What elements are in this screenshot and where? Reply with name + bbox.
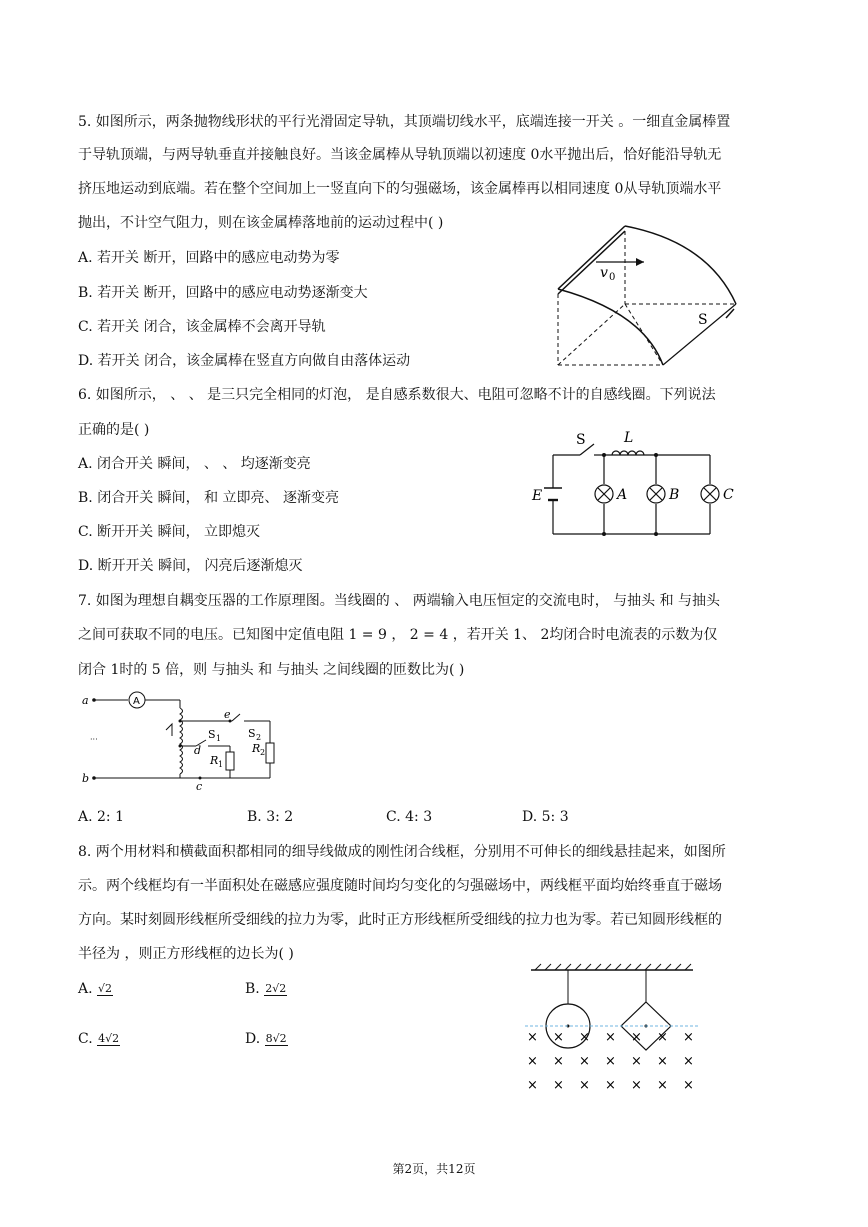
q5-velocity-subscript: 0 [609,272,616,283]
q5-velocity-label: v [600,265,608,281]
q8-option-a [78,980,113,998]
q5-option-a: A. 若开关 断开，回路中的感应电动势为零 [78,250,340,266]
q6-stem-line-2: 正确的是( ) [78,422,150,438]
q5-option-d: D. 若开关 闭合，该金属棒在竖直方向做自由落体运动 [78,353,411,369]
q7-stem-line-3: 闭合 1时的 5 倍，则 与抽头 和 与抽头 之间线圈的匝数比为( ) [78,662,465,678]
magnetic-field-cross-0-2: × [579,1030,590,1045]
magnetic-field-cross-0-4: × [631,1030,642,1045]
q7-ammeter-label: A [133,696,140,707]
magnetic-field-cross-1-0: × [527,1054,538,1069]
magnetic-field-cross-0-0: × [527,1030,538,1045]
q8-stem-line-1: 8. 两个用材料和横截面积都相同的细导线做成的刚性闭合线框，分别用不可伸长的细线悬挂起来，如图所 [78,844,726,860]
q8-option-a-label: A. [78,981,93,997]
q7-terminal-b: b [82,772,90,785]
q7-tap-d: d [194,744,202,757]
magnetic-field-cross-1-1: × [553,1054,564,1069]
magnetic-field-cross-0-3: × [605,1030,616,1045]
q8-option-d-label: D. [245,1031,261,1047]
q7-stem-line-1: 7. 如图为理想自耦变压器的工作原理图。当线圈的 、 两端输入电压恒定的交流电时， 与抽头 和 与抽头 [78,593,721,609]
magnetic-field-cross-1-5: × [657,1054,668,1069]
q7-resistor-r1-sub: 1 [218,760,224,769]
q7-stem-line-2: 之间可获取不同的电压。已知图中定值电阻 1 = 9 ， 2 = 4 ，若开关 1、 2均闭合时电流表的示数为仅 [78,627,718,643]
q7-switch-s1-sub: 1 [216,734,222,743]
q5-option-c: C. 若开关 闭合，该金属棒不会离开导轨 [78,319,326,335]
q7-input-dots: ··· [90,735,98,744]
q6-lamp-c-label: C [723,487,734,503]
magnetic-field-cross-2-1: × [553,1078,564,1092]
q5-rail-figure [548,222,748,370]
magnetic-field-cross-2-2: × [579,1078,590,1092]
magnetic-field-cross-2-3: × [605,1078,616,1092]
q7-option-d: D. 5: 3 [522,809,569,825]
q7-switch-s2-sub: 2 [256,733,262,742]
q7-option-c: C. 4: 3 [386,809,433,825]
q7-tap-e: e [224,708,231,721]
q8-option-d-numerator: 8√2 [265,1031,287,1045]
q8-option-c-label: C. [78,1031,93,1047]
q7-resistor-r2-sub: 2 [260,748,266,757]
q5-stem-line-2: 于导轨顶端，与两导轨垂直并接触良好。当该金属棒从导轨顶端以初速度 0水平抛出后，恰好能沿导轨无 [78,147,722,163]
magnetic-field-cross-2-4: × [631,1078,642,1092]
q7-option-b: B. 3: 2 [247,809,294,825]
q5-switch-label: S [698,312,708,328]
magnetic-field-cross-0-6: × [683,1030,694,1045]
q7-tap-c: c [196,780,203,790]
q6-circuit-figure [528,430,743,540]
q8-option-b [245,980,287,998]
page-footer: 第2页，共12页 [392,1162,476,1176]
magnetic-field-cross-1-3: × [605,1054,616,1069]
q5-option-b: B. 若开关 断开，回路中的感应电动势逐渐变大 [78,285,368,301]
q6-lamp-a-label: A [617,487,628,503]
q7-option-a: A. 2: 1 [78,809,124,825]
q8-stem-line-4: 半径为 ，则正方形线框的边长为( ) [78,946,294,962]
magnetic-field-cross-1-4: × [631,1054,642,1069]
q5-stem-line-4: 抛出，不计空气阻力，则在该金属棒落地前的运动过程中( ) [78,215,444,231]
q8-option-b-numerator: 2√2 [265,981,287,995]
magnetic-field-cross-0-5: × [657,1030,668,1045]
q8-option-a-numerator: √2 [98,981,113,995]
q7-switch-s2: S [248,727,256,740]
magnetic-field-cross-2-6: × [683,1078,694,1092]
q5-stem-line-3: 挤压地运动到底端。若在整个空间加上一竖直向下的匀强磁场，该金属棒再以相同速度 0从导轨顶端水平 [78,181,722,197]
q6-emf-label: E [532,488,543,504]
q6-stem-line-1: 6. 如图所示， 、 、 是三只完全相同的灯泡， 是自感系数很大、电阻可忽略不计的自感线圈。下列说法 [78,387,716,403]
q6-option-a: A. 闭合开关 瞬间， 、 、 均逐渐变亮 [78,456,311,472]
magnetic-field-cross-2-0: × [527,1078,538,1092]
magnetic-field-cross-1-6: × [683,1054,694,1069]
q6-switch-label: S [576,432,586,448]
q7-resistor-r1: R [210,754,219,767]
q8-option-d [245,1030,288,1048]
q7-terminal-a: a [82,694,89,707]
q8-loops-figure [525,962,700,1092]
magnetic-field-cross-2-5: × [657,1078,668,1092]
q8-option-c [78,1030,120,1048]
magnetic-field-cross-0-1: × [553,1030,564,1045]
q6-option-d: D. 断开开关 瞬间， 闪亮后逐渐熄灭 [78,558,303,574]
q7-resistor-r2: R [252,742,261,755]
q6-option-c: C. 断开开关 瞬间， 立即熄灭 [78,524,261,540]
q6-inductor-label: L [624,430,634,446]
q6-option-b: B. 闭合开关 瞬间， 和 立即亮、 逐渐变亮 [78,490,339,506]
q8-stem-line-2: 示。两个线框均有一半面积处在磁感应强度随时间均匀变化的匀强磁场中，两线框平面均始终垂直于磁场 [78,878,722,894]
q8-stem-line-3: 方向。某时刻圆形线框所受细线的拉力为零，此时正方形线框所受细线的拉力也为零。若已知圆形线框的 [78,912,722,928]
q7-switch-s1: S [208,728,216,741]
q7-transformer-figure [82,690,282,790]
q8-option-c-numerator: 4√2 [98,1031,120,1045]
q6-lamp-b-label: B [669,487,680,503]
q8-option-b-label: B. [245,981,260,997]
magnetic-field-cross-1-2: × [579,1054,590,1069]
q5-stem-line-1: 5. 如图所示，两条抛物线形状的平行光滑固定导轨，其顶端切线水平，底端连接一开关 。一细直金属棒置 [78,114,731,130]
